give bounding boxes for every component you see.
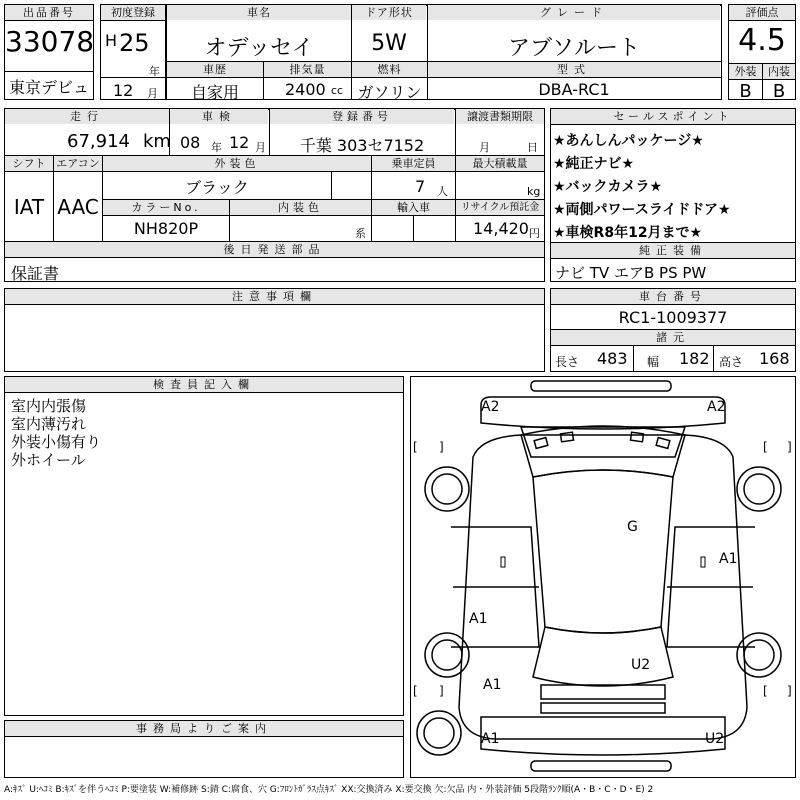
- name-label: 車名: [167, 5, 351, 20]
- chassis-number: RC1-1009377: [618, 308, 728, 327]
- shift-label: シフト: [5, 156, 53, 171]
- capacity-label: 乗車定員: [372, 156, 455, 171]
- chassis-box: [550, 288, 796, 372]
- score-label: 評価点: [729, 5, 795, 21]
- svg-text:[: [: [763, 440, 768, 454]
- svg-text:]: ]: [439, 440, 444, 454]
- score-box: [728, 4, 796, 100]
- inspection-month: 12: [229, 133, 250, 152]
- import-label: 輸入車: [372, 200, 455, 215]
- notes-box: [4, 288, 545, 372]
- year-unit: 年: [149, 65, 160, 78]
- name-box: [166, 4, 722, 100]
- reg-label: 登録番号: [270, 109, 454, 124]
- chassis-label: 車台番号: [551, 289, 795, 305]
- mark-a2-front-right: A2: [707, 399, 726, 415]
- int-grade-label: 内装: [763, 64, 795, 79]
- recycle-unit: 円: [529, 227, 540, 240]
- mark-a2-front-left: A2: [481, 399, 500, 415]
- width: 182: [679, 349, 710, 368]
- inspector-label: 検査員記入欄: [5, 377, 403, 393]
- height: 168: [759, 349, 790, 368]
- shift-type: IAT: [13, 195, 45, 219]
- disp-unit: cc: [331, 84, 344, 97]
- equipment-label: 純正装備: [551, 243, 795, 258]
- int-grade: B: [772, 81, 786, 102]
- transfer-month: 月: [479, 141, 490, 154]
- grade-label: グレード: [428, 5, 720, 20]
- first-reg-box: [100, 4, 166, 100]
- mileage-unit: km: [143, 131, 171, 152]
- transfer-label: 譲渡書類期限: [456, 109, 544, 124]
- fuel-label: 燃料: [352, 62, 427, 77]
- sales-point: ★あんしんパッケージ★: [553, 133, 704, 149]
- first-reg-year: 25: [119, 29, 150, 57]
- vehicle-info-box: [4, 108, 545, 282]
- mark-u2-rear: U2: [631, 657, 651, 673]
- recycle-label: リサイクル預託金: [456, 200, 544, 215]
- mileage-label: 走行: [5, 109, 169, 124]
- inspector-line: 室内内張傷: [11, 397, 87, 415]
- notes-label: 注意事項欄: [5, 289, 544, 305]
- dims-label: 諸元: [551, 330, 795, 345]
- lot-number: 33078: [5, 25, 95, 58]
- ac-type: AAC: [57, 195, 99, 219]
- lot-box: [4, 4, 94, 100]
- debut-text: 東京デビュ: [8, 78, 89, 97]
- mark-u2-bumper-right: U2: [705, 731, 725, 747]
- door-label: ドア形状: [352, 5, 426, 20]
- sales-point: ★車検R8年12月まで★: [553, 225, 703, 241]
- ext-grade-label: 外装: [729, 64, 762, 79]
- mark-a1-bumper-left: A1: [481, 731, 500, 747]
- mark-a1-rear-left: A1: [483, 677, 502, 693]
- svg-text:]: ]: [787, 684, 792, 698]
- intcolor-unit: 系: [355, 227, 366, 240]
- car-name: オデッセイ: [204, 36, 314, 61]
- grade: アブソルート: [507, 36, 640, 61]
- lot-label: 出品番号: [5, 5, 93, 21]
- sales-point: ★両側パワースライドドア★: [553, 202, 731, 218]
- load-label: 最大積載量: [456, 156, 544, 171]
- model-code: DBA-RC1: [538, 80, 610, 99]
- ac-label: エアコン: [54, 156, 102, 171]
- score-value: 4.5: [738, 23, 786, 58]
- sales-point: ★純正ナビ★: [553, 156, 635, 172]
- svg-text:[: [: [413, 684, 418, 698]
- ext-grade: B: [739, 81, 752, 102]
- color-label: 外装色: [103, 156, 371, 171]
- capacity-unit: 人: [437, 185, 448, 198]
- colorno-label: カラーNo.: [103, 200, 229, 215]
- length: 483: [597, 349, 628, 368]
- intcolor-label: 内装色: [230, 200, 371, 215]
- exterior-color: ブラック: [185, 178, 249, 197]
- era: H: [105, 31, 118, 50]
- equipment: ナビ TV エアB PS PW: [555, 264, 707, 282]
- length-label: 長さ: [555, 355, 580, 369]
- legend: A:ｷｽﾞ U:ﾍｺﾐ B:ｷｽﾞを伴うﾍｺﾐ P:要塗装 W:補修跡 S:錆 C:腐食、穴 G:ﾌﾛﾝﾄｶﾞﾗｽ点ｷｽﾞ XX:交換済み X:要交換 欠:欠品 内・外装評価 5段階ﾗﾝｸ順(A・B・C・D・E) 2: [4, 785, 654, 795]
- inspector-line: 室内薄汚れ: [11, 415, 87, 433]
- recycle-fee: 14,420: [473, 219, 529, 238]
- later-parts: 保証書: [11, 264, 60, 283]
- color-number: NH820P: [133, 219, 199, 238]
- svg-text:]: ]: [439, 684, 444, 698]
- inspector-line: 外装小傷有り: [11, 433, 102, 451]
- sales-label: セールスポイント: [551, 109, 795, 125]
- height-label: 高さ: [719, 355, 744, 369]
- car-diagram: [410, 376, 796, 778]
- first-reg-label: 初度登録: [101, 5, 165, 21]
- later-parts-label: 後日発送部品: [5, 242, 544, 257]
- width-label: 幅: [647, 355, 660, 369]
- car-outline-svg: [411, 377, 795, 777]
- svg-text:[: [: [413, 440, 418, 454]
- registration-number: 千葉 303セ7152: [299, 136, 425, 155]
- history-label: 車歴: [167, 62, 263, 77]
- capacity: 7: [415, 177, 426, 196]
- office-box: [4, 720, 404, 778]
- inspection-year-unit: 年: [211, 141, 222, 154]
- sales-points-box: [550, 108, 796, 282]
- mark-g-windshield: G: [627, 519, 638, 535]
- fuel: ガソリン: [357, 83, 422, 102]
- inspection-label: 車検: [170, 109, 268, 124]
- model-label: 型式: [428, 62, 720, 77]
- first-reg-month: 12: [113, 81, 134, 100]
- inspection-month-unit: 月: [255, 141, 266, 154]
- sales-point: ★バックカメラ★: [553, 179, 663, 195]
- inspector-box: [4, 376, 404, 716]
- mark-a1-right-door: A1: [719, 551, 738, 567]
- office-label: 事務局よりご案内: [5, 721, 403, 737]
- month-unit: 月: [147, 87, 158, 100]
- door-type: 5W: [371, 31, 407, 56]
- mileage: 67,914: [67, 131, 130, 152]
- transfer-day: 日: [527, 141, 538, 154]
- inspection-year: 08: [180, 133, 201, 152]
- load-unit: kg: [527, 185, 541, 198]
- history: 自家用: [190, 83, 239, 102]
- mark-a1-left-door: A1: [469, 611, 488, 627]
- svg-text:[: [: [763, 684, 768, 698]
- svg-text:]: ]: [787, 440, 792, 454]
- disp-label: 排気量: [264, 62, 351, 77]
- displacement: 2400: [285, 80, 326, 99]
- inspector-line: 外ホイール: [11, 451, 86, 469]
